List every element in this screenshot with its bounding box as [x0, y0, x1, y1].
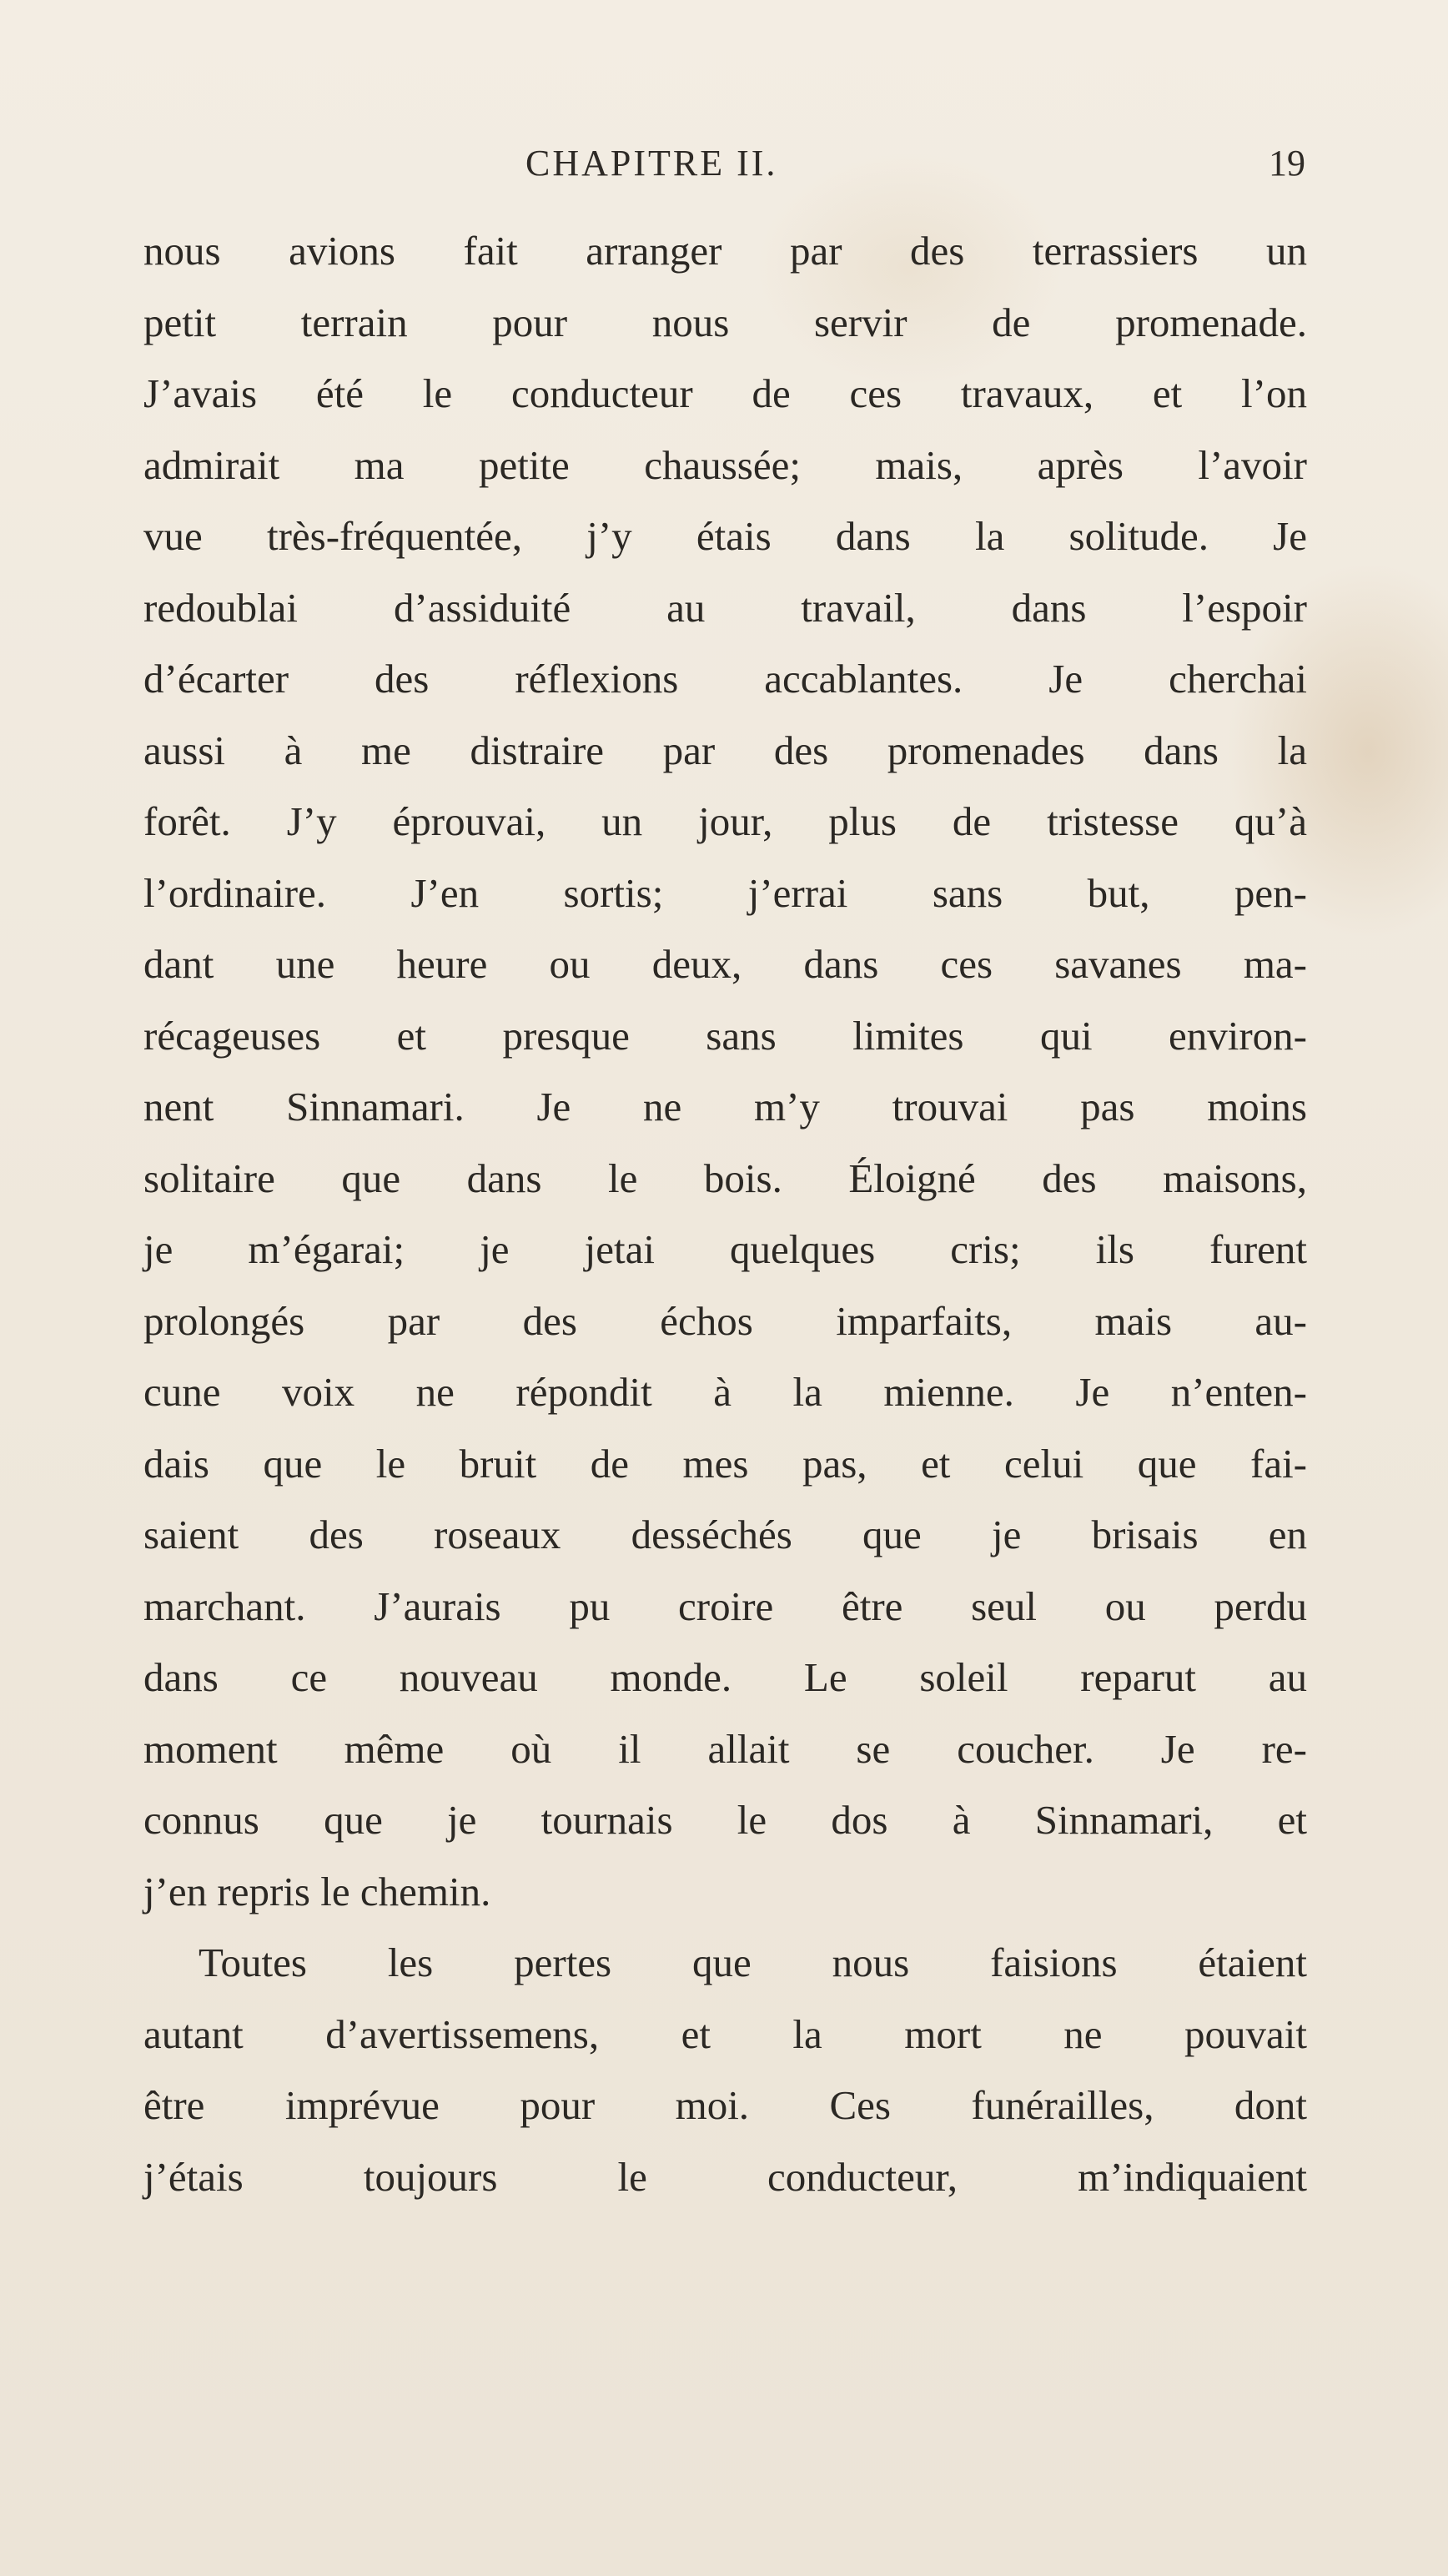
text-line: cune voix ne répondit à la mienne. Je n’enten-: [143, 1369, 1307, 1415]
text-line: J’avais été le conducteur de ces travaux, et l’on: [143, 370, 1307, 416]
text-line: nous avions fait arranger par des terrassiers un: [143, 228, 1307, 274]
chapter-title: CHAPITRE II.: [525, 143, 778, 184]
text-line: d’écarter des réflexions accablantes. Je cherchai: [143, 656, 1307, 702]
text-line: solitaire que dans le bois. Éloigné des maisons,: [143, 1155, 1307, 1201]
text-line: dans ce nouveau monde. Le soleil reparut au: [143, 1654, 1307, 1700]
text-line: connus que je tournais le dos à Sinnamari, et: [143, 1797, 1307, 1843]
body-text: [143, 215, 1307, 2212]
text-line: redoublai d’assiduité au travail, dans l’espoir: [143, 584, 1307, 631]
text-line: vue très-fréquentée, j’y étais dans la solitude. Je: [143, 513, 1307, 559]
text-line: admirait ma petite chaussée; mais, après l’avoir: [143, 441, 1307, 488]
running-head: [142, 142, 1305, 192]
text-line: dant une heure ou deux, dans ces savanes ma-: [143, 941, 1307, 987]
text-line: dais que le bruit de mes pas, et celui que fai-: [143, 1440, 1307, 1487]
text-line: être imprévue pour moi. Ces funérailles, dont: [143, 2082, 1307, 2128]
text-line: récageuses et presque sans limites qui environ-: [143, 1012, 1307, 1059]
text-line: j’en repris le chemin.: [143, 1868, 491, 1914]
text-line: aussi à me distraire par des promenades dans la: [143, 727, 1307, 773]
text-line: moment même où il allait se coucher. Je re-: [143, 1725, 1307, 1772]
text-line: autant d’avertissemens, et la mort ne pouvait: [143, 2010, 1307, 2057]
text-line: l’ordinaire. J’en sortis; j’errai sans but, pen-: [143, 869, 1307, 916]
text-line: saient des roseaux desséchés que je brisais en: [143, 1512, 1307, 1557]
text-line: Toutes les pertes que nous faisions étaient: [199, 1940, 1307, 1985]
page-number: 19: [1269, 143, 1305, 184]
text-line: prolongés par des échos imparfaits, mais au-: [143, 1297, 1307, 1344]
text-line: marchant. J’aurais pu croire être seul ou perdu: [143, 1582, 1307, 1629]
text-line: forêt. J’y éprouvai, un jour, plus de tristesse qu’à: [143, 798, 1307, 844]
text-line: nent Sinnamari. Je ne m’y trouvai pas moins: [143, 1084, 1307, 1130]
text-line: j’étais toujours le conducteur, m’indiquaient: [143, 2153, 1307, 2200]
text-line: je m’égarai; je jetai quelques cris; ils furent: [143, 1226, 1307, 1272]
text-line: petit terrain pour nous servir de promenade.: [143, 299, 1307, 345]
